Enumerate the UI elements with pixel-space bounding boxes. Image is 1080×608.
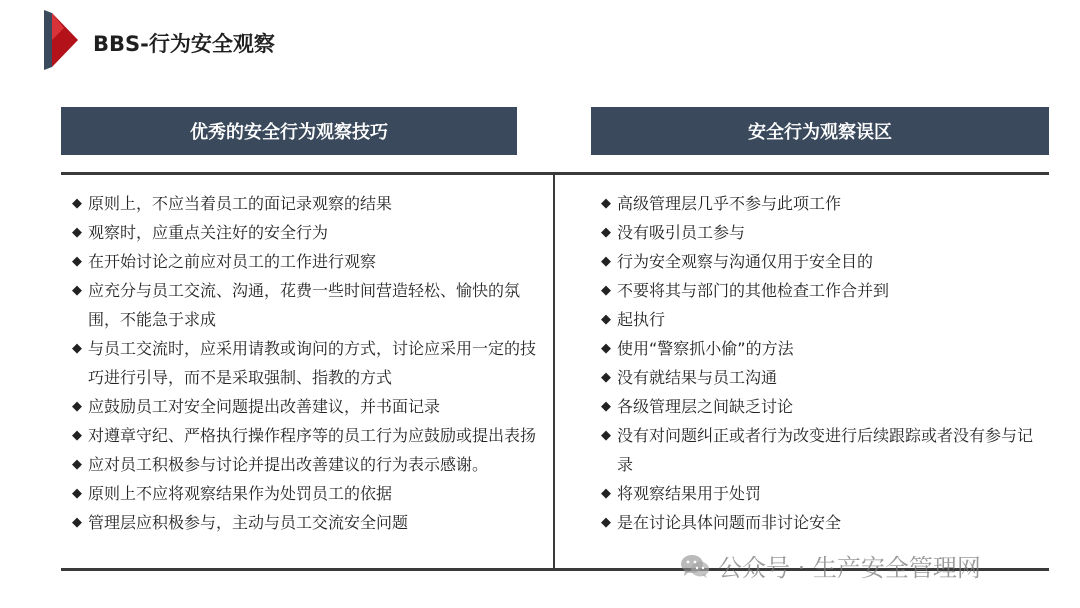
pitfalls-list xyxy=(601,189,1046,537)
list-item: ◆ 使用“警察抓小偷”的方法 xyxy=(601,334,1046,363)
right-column-header: 安全行为观察误区 xyxy=(591,107,1049,155)
page-title: BBS-行为安全观察 xyxy=(93,32,275,56)
good-practices-list xyxy=(72,189,550,537)
column-divider xyxy=(553,172,555,571)
list-item: ◆ 原则上不应将观察结果作为处罚员工的依据 xyxy=(72,479,550,508)
list-item: ◆ 是在讨论具体问题而非讨论安全 xyxy=(601,508,1046,537)
list-item: ◆ 不要将其与部门的其他检查工作合并到 xyxy=(601,276,1046,305)
watermark xyxy=(680,548,981,583)
left-column-header: 优秀的安全行为观察技巧 xyxy=(61,107,517,155)
list-item: ◆ 起执行 xyxy=(601,305,1046,334)
wechat-icon xyxy=(680,553,710,579)
list-item: ◆ 行为安全观察与沟通仅用于安全目的 xyxy=(601,247,1046,276)
list-item: ◆ 应对员工积极参与讨论并提出改善建议的行为表示感谢。 xyxy=(72,450,550,479)
list-item: ◆ 在开始讨论之前应对员工的工作进行观察 xyxy=(72,247,550,276)
list-item: ◆ 高级管理层几乎不参与此项工作 xyxy=(601,189,1046,218)
list-item: ◆ 应鼓励员工对安全问题提出改善建议，并书面记录 xyxy=(72,392,550,421)
list-item: ◆ 与员工交流时，应采用请教或询问的方式，讨论应采用一定的技巧进行引导，而不是采取强制、指教的方式 xyxy=(72,334,550,392)
list-item: ◆ 没有吸引员工参与 xyxy=(601,218,1046,247)
list-item: ◆ 各级管理层之间缺乏讨论 xyxy=(601,392,1046,421)
list-item: ◆ 将观察结果用于处罚 xyxy=(601,479,1046,508)
watermark-text: 公众号 · 生产安全管理网 xyxy=(718,554,981,582)
list-item: ◆ 管理层应积极参与，主动与员工交流安全问题 xyxy=(72,508,550,537)
list-item: ◆ 没有就结果与员工沟通 xyxy=(601,363,1046,392)
table-top-rule xyxy=(61,172,1049,175)
list-item: ◆ 原则上，不应当着员工的面记录观察的结果 xyxy=(72,189,550,218)
list-item: ◆ 没有对问题纠正或者行为改变进行后续跟踪或者没有参与记录 xyxy=(601,421,1046,479)
list-item: ◆ 对遵章守纪、严格执行操作程序等的员工行为应鼓励或提出表扬 xyxy=(72,421,550,450)
list-item: ◆ 观察时，应重点关注好的安全行为 xyxy=(72,218,550,247)
logo-mark xyxy=(44,10,78,70)
list-item: ◆ 应充分与员工交流、沟通，花费一些时间营造轻松、愉快的氛围，不能急于求成 xyxy=(72,276,550,334)
